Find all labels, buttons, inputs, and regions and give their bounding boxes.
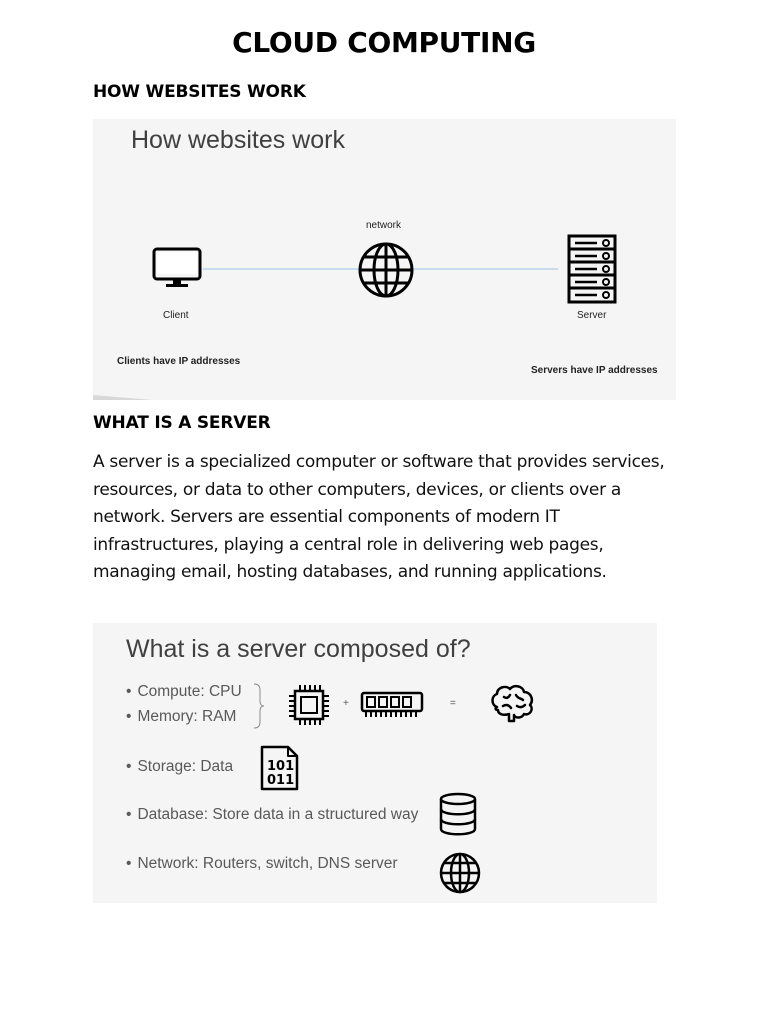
bullet-text: Database: Store data in a structured way xyxy=(137,806,419,823)
binary-bottom-text: 011 xyxy=(267,773,295,788)
cpu-chip-icon xyxy=(288,684,330,726)
bullet-text: Memory: RAM xyxy=(137,708,237,725)
binary-file-icon xyxy=(260,745,300,791)
bullet-text: Network: Routers, switch, DNS server xyxy=(137,855,398,872)
server-composition-slide xyxy=(93,623,657,903)
database-icon xyxy=(438,792,478,836)
equals-sign: = xyxy=(450,698,456,709)
section-heading-how-websites-work: HOW WEBSITES WORK xyxy=(93,82,306,102)
monitor-icon xyxy=(152,247,202,289)
server-definition-paragraph: A server is a specialized computer or software that provides services, resources, or data to other computers, devices, or clients over a network. Servers are essential components of modern IT infrastructures, playing a central role in delivering web pages, managing email, hosting databases, and running applications. xyxy=(93,452,665,583)
network-label: network xyxy=(366,220,402,231)
server-rack-icon xyxy=(567,234,617,304)
server-ip-note: Servers have IP addresses xyxy=(531,365,658,376)
bullet-database: • Database: Store data in a structured way xyxy=(126,806,419,823)
slide-corner-shadow xyxy=(93,394,153,400)
bullet-text: Storage: Data xyxy=(137,758,234,775)
section-heading-what-is-a-server: WHAT IS A SERVER xyxy=(93,413,271,433)
bullet-text: Compute: CPU xyxy=(137,683,242,700)
client-label: Client xyxy=(163,310,189,321)
binary-top-text: 101 xyxy=(267,759,295,774)
globe-icon xyxy=(438,851,482,895)
plus-sign: + xyxy=(343,698,349,709)
globe-icon xyxy=(357,241,415,299)
brain-icon xyxy=(489,683,535,725)
slide-title: What is a server composed of? xyxy=(126,635,471,663)
document-title: CLOUD COMPUTING xyxy=(232,26,536,59)
bullet-network: • Network: Routers, switch, DNS server xyxy=(126,855,398,872)
server-label: Server xyxy=(577,310,607,321)
bullet-memory: • Memory: RAM xyxy=(126,708,237,725)
bullet-compute: • Compute: CPU xyxy=(126,683,242,700)
ram-module-icon xyxy=(360,691,424,719)
bullet-storage: • Storage: Data xyxy=(126,758,234,775)
client-ip-note: Clients have IP addresses xyxy=(117,356,241,367)
how-websites-work-slide xyxy=(93,119,676,400)
slide-title: How websites work xyxy=(131,126,345,154)
right-brace-icon xyxy=(253,682,265,730)
